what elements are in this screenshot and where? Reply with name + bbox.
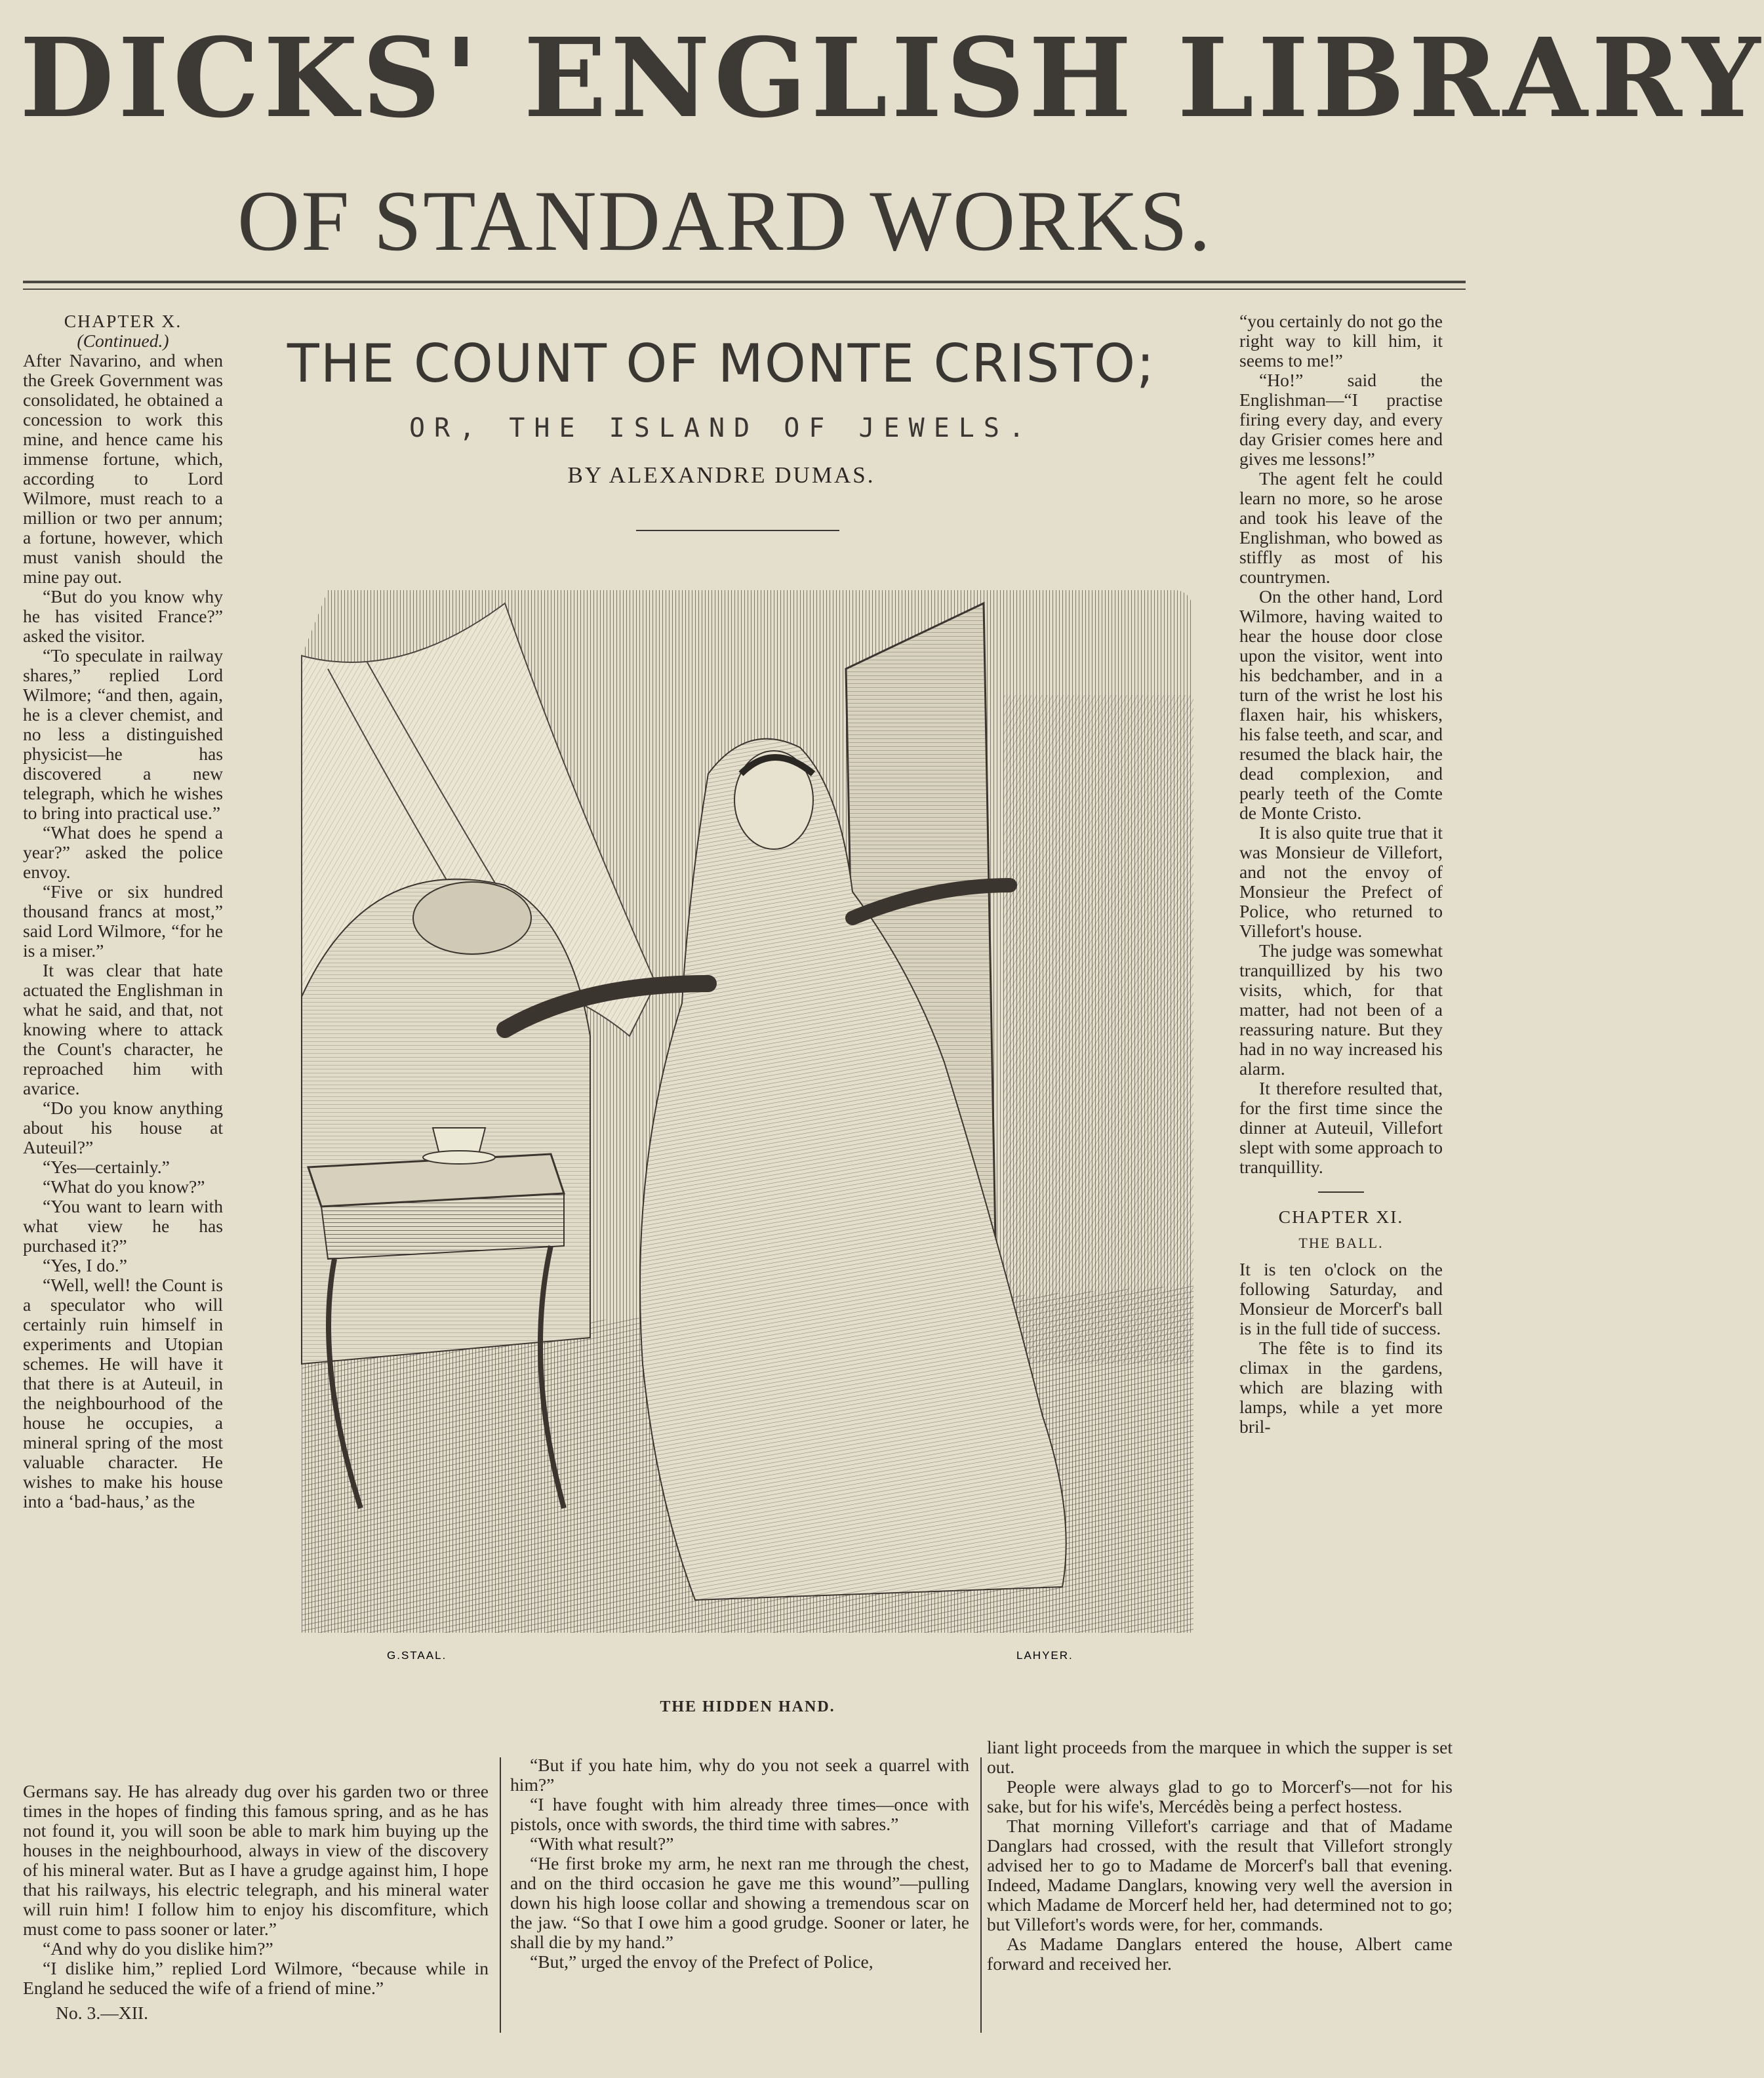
paragraph: liant light proceeds from the marquee in which the supper is set out. xyxy=(987,1737,1453,1777)
issue-number: No. 3.—XII. xyxy=(56,2003,149,2023)
paragraph: “What does he spend a year?” asked the police envoy. xyxy=(23,822,223,882)
chapter-heading: CHAPTER X. xyxy=(64,311,182,331)
paragraph: “I dislike him,” replied Lord Wilmore, “because while in England he seduced the wife of a friend of mine.” xyxy=(23,1958,489,1998)
right-column xyxy=(1239,311,1443,1437)
paragraph: “But,” urged the envoy of the Prefect of Police, xyxy=(530,1951,873,1972)
column-divider xyxy=(980,1757,982,2033)
paragraph: “He first broke my arm, he next ran me through the chest, and on the third occasion he gave me this wound”—pulling down his high loose collar and showing a tremendous scar on the jaw. “So that I owe him a good grudge. Sooner or later, he shall die by my hand.” xyxy=(510,1853,969,1952)
left-column xyxy=(23,311,223,1511)
paragraph: “Yes, I do.” xyxy=(43,1255,128,1275)
paragraph: It therefore resulted that, for the first time since the dinner at Auteuil, Villefort slept with some approach to tranquillity. xyxy=(1239,1078,1443,1177)
paragraph: After Navarino, and when the Greek Government was consolidated, he obtained a concession to work this mine, and hence came his immense fortune, which, according to Lord Wilmore, must reach to a million or two per annum; a fortune, however, which must vanish should the mine pay out. xyxy=(23,350,223,587)
paragraph: “With what result?” xyxy=(530,1833,674,1854)
hidden-hand-engraving xyxy=(289,577,1207,1666)
paragraph: “But if you hate him, why do you not seek a quarrel with him?” xyxy=(510,1755,969,1795)
column-divider xyxy=(500,1757,501,2033)
chapter-heading: CHAPTER XI. xyxy=(1278,1207,1404,1227)
paragraph: “Yes—certainly.” xyxy=(43,1157,170,1177)
paragraph: “Well, well! the Count is a speculator who will certainly ruin himself in experiments and Utopian schemes. He will have it that there is at Auteuil, in the neighbourhood of the house he occupies, a mineral spring of the most valuable character. He wishes to make his house into a ‘bad-haus,’ as the xyxy=(23,1275,223,1511)
heading-rule xyxy=(636,530,839,531)
paragraph: The agent felt he could learn no more, so he arose and took his leave of the Englishman, who bowed as stiffly as most of his countrymen. xyxy=(1239,468,1443,587)
paragraph: “You want to learn with what view he has purchased it?” xyxy=(23,1196,223,1256)
engraving-illustration xyxy=(289,577,1207,1666)
paragraph: “But do you know why he has visited France?” asked the visitor. xyxy=(23,586,223,646)
paragraph: That morning Villefort's carriage and that of Madame Danglars had crossed, with the result that Villefort strongly advised her to go to Madame de Morcerf's ball that evening. Indeed, Madame Danglars, knowing very well the aversion in which Madame de Morcerf held her, had determined not to go; but Villefort's words were, for her, commands. xyxy=(987,1816,1453,1934)
illustration-caption: THE HIDDEN HAND. xyxy=(660,1698,835,1715)
artist-signature: G.STAAL. xyxy=(387,1649,447,1662)
story-byline: BY ALEXANDRE DUMAS. xyxy=(567,462,875,488)
engraver-signature: LAHYER. xyxy=(1016,1649,1073,1662)
left-wide-column xyxy=(23,1782,489,2023)
paragraph: It is ten o'clock on the following Saturday, and Monsieur de Morcerf's ball is in the full tide of success. xyxy=(1239,1259,1443,1338)
paragraph: “And why do you dislike him?” xyxy=(43,1938,273,1959)
paragraph: The judge was somewhat tranquillized by his two visits, which, for that matter, had not been of a reassuring nature. But they had in no way increased his alarm. xyxy=(1239,940,1443,1079)
paragraph: Germans say. He has already dug over his garden two or three times in the hopes of finding this famous spring, and as he has not found it, you will soon be able to mark him buying up the houses in the neighbourhood, always in view of the discovery of his mineral water. But as I have a grudge against him, I hope that his railways, his electric telegraph, and his mineral water will ruin him! I follow him to enjoy his discomfiture, which must come to pass sooner or later.” xyxy=(23,1781,489,1939)
masthead-subtitle: OF STANDARD WORKS. xyxy=(237,172,1213,269)
chapter-continued: (Continued.) xyxy=(77,330,169,351)
paragraph: The fête is to find its climax in the gardens, which are blazing with lamps, while a yet more bril- xyxy=(1239,1338,1443,1437)
masthead-title: DICKS' ENGLISH LIBRARY xyxy=(20,14,1764,142)
paragraph: On the other hand, Lord Wilmore, having waited to hear the house door close upon the visitor, went into his bedchamber, and in a turn of the wrist he lost his flaxen hair, his whiskers, his false teeth, and scar, and resumed the black hair, the dead complexion, and pearly teeth of the Comte de Monte Cristo. xyxy=(1239,586,1443,823)
paragraph: “Do you know anything about his house at Auteuil?” xyxy=(23,1098,223,1157)
paragraph: People were always glad to go to Morcerf's—not for his sake, but for his wife's, Mercédès being a perfect hostess. xyxy=(987,1776,1453,1816)
paragraph: “you certainly do not go the right way to kill him, it seems to me!” xyxy=(1239,311,1443,370)
story-title: THE COUNT OF MONTE CRISTO; xyxy=(287,333,1156,394)
paragraph: “Five or six hundred thousand francs at most,” said Lord Wilmore, “for he is a miser.” xyxy=(23,881,223,961)
paragraph: As Madame Danglars entered the house, Albert came forward and received her. xyxy=(987,1934,1453,1974)
paragraph: “Ho!” said the Englishman—“I practise firing every day, and every day Grisier comes here and gives me lessons!” xyxy=(1239,370,1443,469)
middle-column xyxy=(510,1755,969,1972)
story-subtitle: OR, THE ISLAND OF JEWELS. xyxy=(409,413,1034,443)
masthead-rule xyxy=(23,281,1466,283)
paragraph: “What do you know?” xyxy=(43,1176,205,1197)
masthead-rule-thin xyxy=(23,289,1466,290)
section-rule xyxy=(1318,1191,1364,1193)
chapter-title: THE BALL. xyxy=(1298,1235,1384,1251)
paragraph: It is also quite true that it was Monsieur de Villefort, and not the envoy of Monsieur the Prefect of Police, who returned to Villefort's house. xyxy=(1239,822,1443,941)
paragraph: “I have fought with him already three times—once with pistols, once with swords, the third time with sabres.” xyxy=(510,1794,969,1834)
paragraph: “To speculate in railway shares,” replied Lord Wilmore; “and then, again, he is a clever chemist, and no less a distinguished physicist—he has discovered a new telegraph, which he wishes to bring into practical use.” xyxy=(23,645,223,823)
right-wide-column xyxy=(987,1738,1453,1974)
paragraph: It was clear that hate actuated the Englishman in what he said, and that, not knowing where to attack the Count's character, he reproached him with avarice. xyxy=(23,960,223,1098)
